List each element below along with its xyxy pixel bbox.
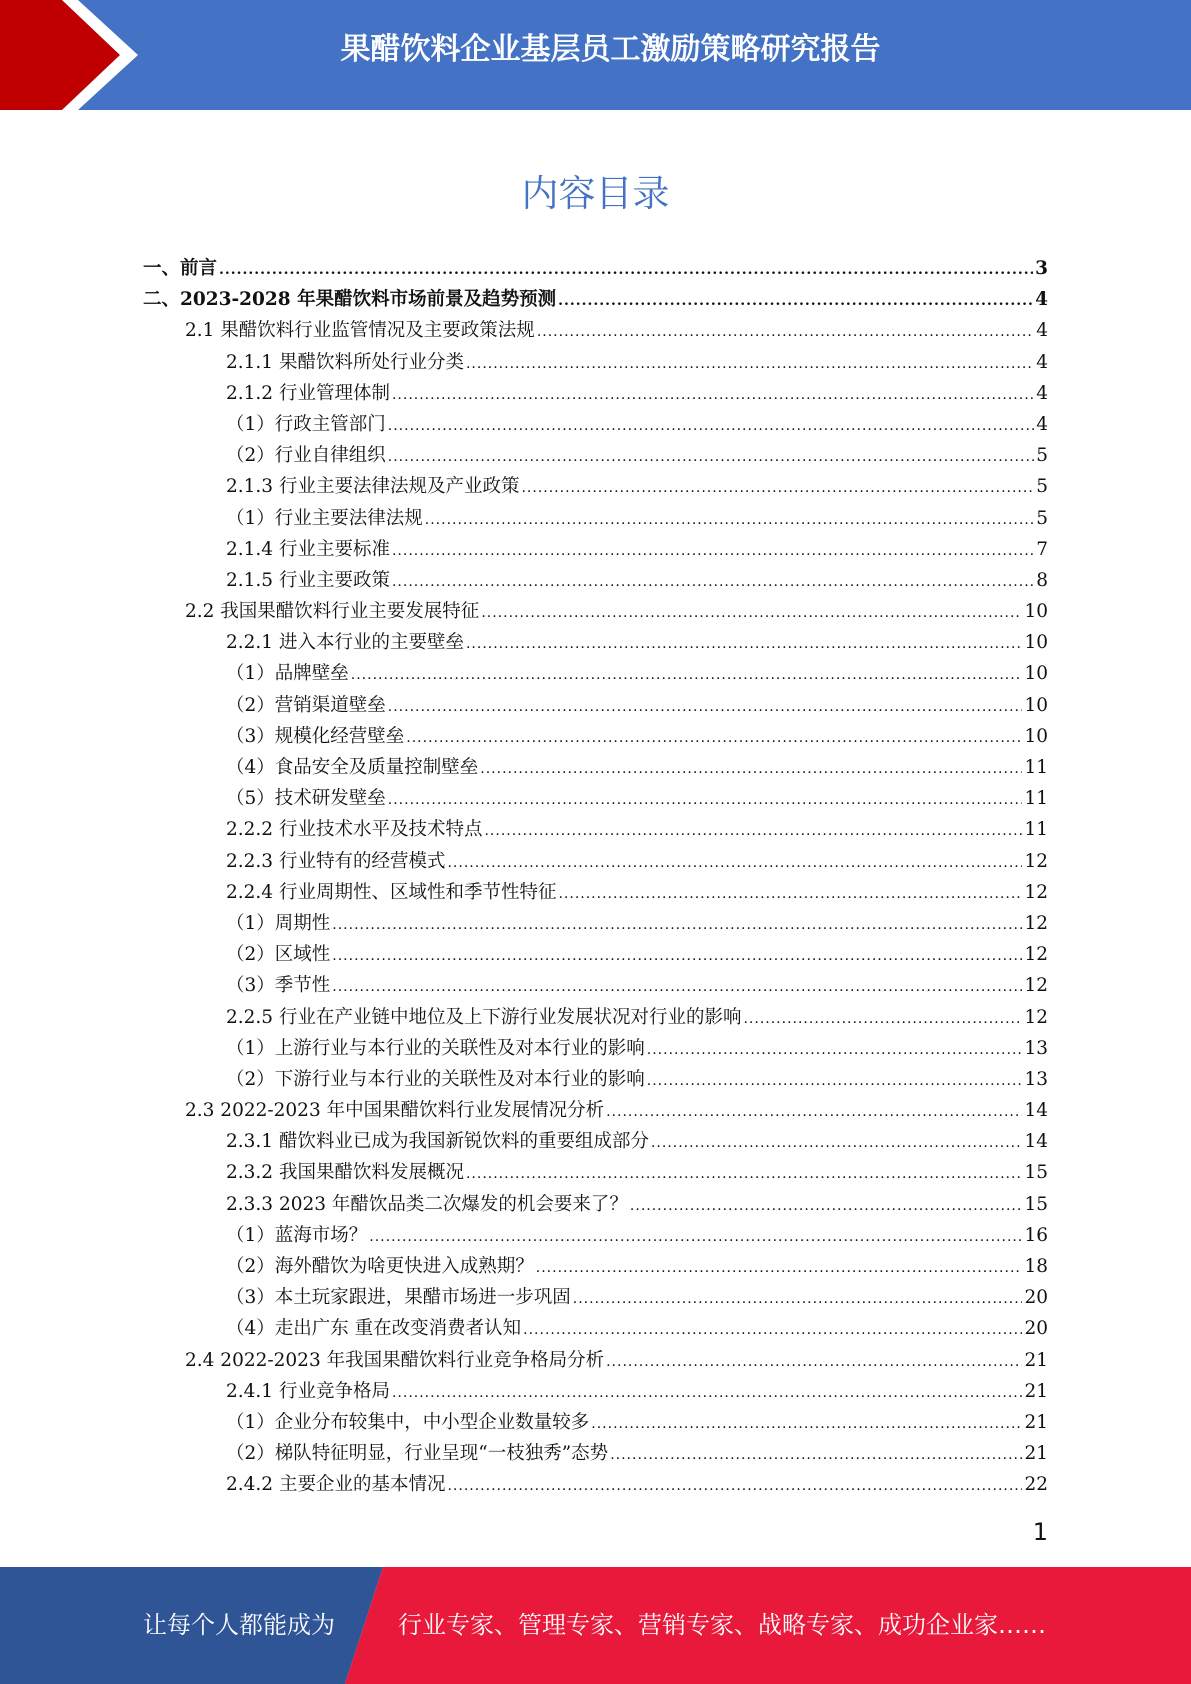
toc-entry-label: 二、2023-2028 年果醋饮料市场前景及趋势预测 — [143, 289, 557, 311]
toc-entry[interactable] — [143, 1346, 1048, 1377]
toc-entry-page: 14 — [1024, 1131, 1048, 1153]
toc-entry[interactable] — [143, 722, 1048, 753]
toc-entry-label: （2）下游行业与本行业的关联性及对本行业的影响 — [226, 1068, 645, 1090]
toc-leader-dots — [573, 1291, 1023, 1307]
toc-entry-page: 8 — [1036, 569, 1048, 591]
toc-entry-label: （4）走出广东 重在改变消费者认知 — [226, 1318, 522, 1340]
toc-leader-dots — [606, 1354, 1022, 1370]
toc-entry-label: （4）食品安全及质量控制壁垒 — [226, 757, 479, 778]
toc-entry-page: 21 — [1024, 1443, 1048, 1465]
toc-entry-label: （3）规模化经营壁垒 — [226, 725, 405, 747]
toc-leader-dots — [743, 1011, 1022, 1027]
toc-entry-label: （5）技术研发壁垒 — [226, 788, 386, 810]
toc-entry[interactable] — [143, 1003, 1048, 1034]
toc-entry-label: （1）企业分布较集中，中小型企业数量较多 — [226, 1411, 590, 1433]
toc-entry-page: 10 — [1024, 725, 1048, 747]
toc-entry-label: （2）梯队特征明显，行业呈现“一枝独秀”态势 — [226, 1443, 609, 1465]
toc-leader-dots — [332, 979, 1022, 995]
toc-entry-page: 22 — [1024, 1474, 1048, 1496]
toc-entry-page: 21 — [1024, 1349, 1048, 1371]
toc-entry[interactable] — [143, 1470, 1048, 1501]
toc-entry-label: （2）营销渠道壁垒 — [226, 694, 386, 716]
toc-entry[interactable] — [143, 597, 1048, 628]
toc-leader-dots — [480, 761, 1022, 777]
toc-entry[interactable] — [143, 441, 1048, 472]
toc-entry[interactable] — [143, 1158, 1048, 1189]
toc-entry[interactable] — [143, 940, 1048, 971]
toc-entry-page: 12 — [1024, 912, 1048, 934]
toc-leader-dots — [392, 543, 1034, 559]
toc-entry-page: 11 — [1024, 819, 1048, 841]
toc-entry[interactable] — [143, 1408, 1048, 1439]
toc-leader-dots — [647, 1073, 1023, 1089]
toc-entry-label: （1）周期性 — [226, 912, 331, 934]
toc-entry[interactable] — [143, 1096, 1048, 1127]
toc-entry[interactable] — [143, 1314, 1048, 1345]
toc-entry[interactable] — [143, 847, 1048, 878]
toc-leader-dots — [388, 449, 1034, 465]
toc-entry-label: （1）蓝海市场？ — [226, 1224, 368, 1246]
toc-entry[interactable] — [143, 472, 1048, 503]
toc-entry-label: 2.2.1 进入本行业的主要壁垒 — [226, 632, 464, 654]
toc-entry-label: 2.2 我国果醋饮料行业主要发展特征 — [185, 601, 480, 623]
toc-entry-label: 一、前言 — [143, 258, 218, 279]
toc-leader-dots — [630, 1198, 1023, 1214]
toc-leader-dots — [521, 480, 1034, 496]
toc-entry-page: 4 — [1036, 413, 1048, 435]
toc-entry-page: 5 — [1036, 507, 1048, 529]
toc-leader-dots — [392, 387, 1034, 403]
toc-entry-page: 16 — [1024, 1224, 1048, 1246]
toc-entry[interactable] — [143, 566, 1048, 597]
toc-leader-dots — [558, 886, 1022, 902]
page-number: 1 — [1032, 1518, 1048, 1546]
toc-entry[interactable] — [143, 628, 1048, 659]
toc-entry-page: 4 — [1036, 320, 1048, 342]
toc-entry-page: 15 — [1024, 1162, 1048, 1184]
toc-entry-label: 2.2.2 行业技术水平及技术特点 — [226, 819, 483, 841]
toc-entry-page: 7 — [1036, 538, 1048, 560]
toc-entry[interactable] — [143, 535, 1048, 566]
toc-leader-dots — [484, 823, 1022, 839]
page-header — [0, 0, 1191, 110]
toc-entry-label: 2.4.2 主要企业的基本情况 — [226, 1474, 446, 1496]
toc-leader-dots — [447, 1478, 1022, 1494]
toc-entry-label: （1）行政主管部门 — [226, 413, 386, 435]
toc-entry-page: 18 — [1024, 1256, 1048, 1277]
toc-leader-dots — [558, 293, 1033, 309]
toc-entry[interactable] — [143, 1283, 1048, 1314]
toc-entry[interactable] — [143, 1377, 1048, 1408]
toc-leader-dots — [647, 1042, 1023, 1058]
toc-entry-page: 10 — [1024, 601, 1048, 623]
toc-entry-label: 2.2.4 行业周期性、区域性和季节性特征 — [226, 881, 557, 903]
toc-entry-label: 2.3.2 我国果醋饮料发展概况 — [226, 1162, 464, 1184]
toc-entry[interactable] — [143, 659, 1048, 690]
toc-entry-page: 4 — [1036, 382, 1048, 404]
toc-leader-dots — [466, 1166, 1022, 1182]
toc-leader-dots — [466, 636, 1022, 652]
toc-entry-label: 2.1.5 行业主要政策 — [226, 569, 390, 591]
toc-entry-label: 2.4 2022-2023 年我国果醋饮料行业竞争格局分析 — [185, 1349, 605, 1371]
toc-entry-page: 10 — [1024, 663, 1048, 685]
toc-title: 内容目录 — [521, 172, 670, 215]
toc-entry-page: 4 — [1036, 351, 1048, 373]
toc-entry-label: （3）本土玩家跟进，果醋市场进一步巩固 — [226, 1287, 571, 1309]
toc-entry[interactable] — [143, 971, 1048, 1002]
toc-entry-label: （2）区域性 — [226, 944, 331, 966]
toc-entry-page: 15 — [1024, 1193, 1048, 1215]
toc-leader-dots — [369, 1229, 1022, 1245]
toc-leader-dots — [466, 356, 1034, 372]
toc-entry[interactable] — [143, 1439, 1048, 1470]
toc-entry[interactable] — [143, 691, 1048, 722]
toc-entry[interactable] — [143, 410, 1048, 441]
toc-entry[interactable] — [143, 316, 1048, 347]
toc-leader-dots — [351, 667, 1023, 683]
footer-slogan-left: 让每个人都能成为 — [143, 1611, 335, 1639]
toc-leader-dots — [606, 1104, 1022, 1120]
toc-entry-page: 12 — [1024, 944, 1048, 966]
toc-entry[interactable] — [143, 504, 1048, 535]
toc-entry-page: 11 — [1024, 757, 1048, 778]
toc-entry-page: 4 — [1035, 289, 1048, 311]
toc-entry-page: 12 — [1024, 881, 1048, 903]
toc-leader-dots — [536, 1260, 1023, 1276]
page-footer — [0, 1567, 1191, 1684]
toc-entry[interactable] — [143, 379, 1048, 410]
toc-leader-dots — [388, 699, 1023, 715]
toc-entry-label: （1）上游行业与本行业的关联性及对本行业的影响 — [226, 1037, 645, 1059]
toc-leader-dots — [425, 512, 1034, 528]
table-of-contents — [143, 254, 1048, 1502]
toc-entry[interactable] — [143, 909, 1048, 940]
toc-entry-page: 12 — [1024, 1006, 1048, 1028]
toc-entry-label: （2）行业自律组织 — [226, 445, 386, 467]
toc-entry[interactable] — [143, 815, 1048, 846]
toc-entry-page: 20 — [1024, 1318, 1048, 1340]
toc-leader-dots — [392, 574, 1034, 590]
toc-entry-page: 5 — [1036, 445, 1048, 467]
toc-entry-label: （2）海外醋饮为啥更快进入成熟期？ — [226, 1256, 534, 1277]
toc-entry-label: 2.3.3 2023 年醋饮品类二次爆发的机会要来了？ — [226, 1193, 628, 1215]
toc-entry-label: （3）季节性 — [226, 975, 331, 997]
toc-leader-dots — [219, 262, 1033, 278]
toc-entry-label: 2.2.3 行业特有的经营模式 — [226, 850, 446, 872]
toc-leader-dots — [610, 1447, 1022, 1463]
toc-leader-dots — [447, 855, 1022, 871]
toc-entry-label: （1）品牌壁垒 — [226, 663, 349, 685]
toc-entry[interactable] — [143, 1127, 1048, 1158]
toc-leader-dots — [537, 324, 1034, 340]
toc-leader-dots — [388, 792, 1023, 808]
toc-entry-page: 11 — [1024, 788, 1048, 810]
toc-entry[interactable] — [143, 1190, 1048, 1221]
toc-entry-page: 21 — [1024, 1380, 1048, 1402]
toc-leader-dots — [392, 1385, 1022, 1401]
toc-leader-dots — [332, 948, 1022, 964]
header-title: 果醋饮料企业基层员工激励策略研究报告 — [340, 32, 881, 67]
toc-entry[interactable] — [143, 1252, 1048, 1283]
toc-entry-page: 12 — [1024, 850, 1048, 872]
toc-entry[interactable] — [143, 348, 1048, 379]
toc-entry-page: 14 — [1024, 1100, 1048, 1122]
toc-entry[interactable] — [143, 285, 1048, 316]
toc-entry-page: 3 — [1035, 258, 1048, 279]
toc-entry-label: 2.1.1 果醋饮料所处行业分类 — [226, 351, 464, 373]
toc-leader-dots — [388, 418, 1034, 434]
toc-entry-page: 13 — [1024, 1037, 1048, 1059]
toc-entry[interactable] — [143, 1034, 1048, 1065]
toc-entry-page: 5 — [1036, 476, 1048, 498]
toc-leader-dots — [406, 730, 1022, 746]
toc-entry[interactable] — [143, 254, 1048, 285]
toc-leader-dots — [651, 1135, 1022, 1151]
toc-entry-label: 2.1 果醋饮料行业监管情况及主要政策法规 — [185, 320, 535, 342]
toc-entry-label: 2.2.5 行业在产业链中地位及上下游行业发展状况对行业的影响 — [226, 1006, 742, 1028]
toc-entry[interactable] — [143, 784, 1048, 815]
toc-entry-page: 13 — [1024, 1068, 1048, 1090]
toc-entry[interactable] — [143, 753, 1048, 784]
toc-entry-label: （1）行业主要法律法规 — [226, 507, 423, 529]
toc-entry-label: 2.1.4 行业主要标准 — [226, 538, 390, 560]
toc-leader-dots — [481, 605, 1022, 621]
toc-entry[interactable] — [143, 1221, 1048, 1252]
toc-entry-page: 20 — [1024, 1287, 1048, 1309]
toc-leader-dots — [332, 917, 1022, 933]
toc-entry-page: 10 — [1024, 632, 1048, 654]
toc-entry-page: 21 — [1024, 1411, 1048, 1433]
toc-entry-label: 2.4.1 行业竞争格局 — [226, 1380, 390, 1402]
toc-entry-page: 10 — [1024, 694, 1048, 716]
toc-entry[interactable] — [143, 1065, 1048, 1096]
toc-leader-dots — [523, 1322, 1022, 1338]
toc-entry[interactable] — [143, 878, 1048, 909]
toc-entry-label: 2.3.1 醋饮料业已成为我国新锐饮料的重要组成部分 — [226, 1131, 649, 1153]
toc-entry-label: 2.3 2022-2023 年中国果醋饮料行业发展情况分析 — [185, 1100, 605, 1122]
toc-entry-page: 12 — [1024, 975, 1048, 997]
toc-entry-label: 2.1.2 行业管理体制 — [226, 382, 390, 404]
footer-slogan-right: 行业专家、管理专家、营销专家、战略专家、成功企业家…… — [398, 1611, 1046, 1639]
toc-entry-label: 2.1.3 行业主要法律法规及产业政策 — [226, 476, 520, 498]
toc-leader-dots — [591, 1416, 1022, 1432]
